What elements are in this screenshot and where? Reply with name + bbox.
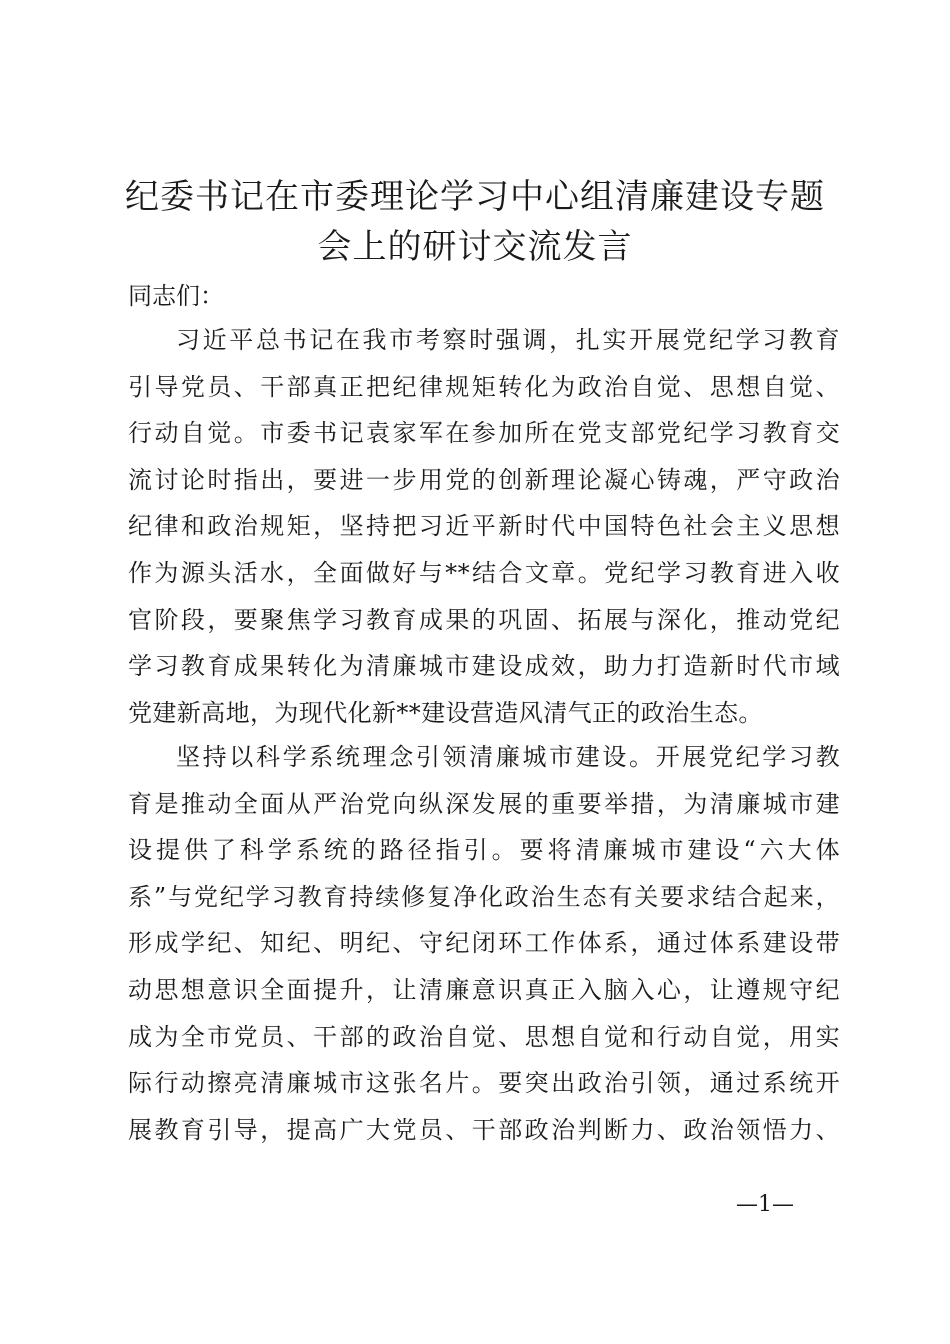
document-title <box>110 172 840 272</box>
paragraph-line: 纪律和政治规矩，坚持把习近平新时代中国特色社会主义思想 <box>128 512 840 541</box>
paragraph-line: 学习教育成果转化为清廉城市建设成效，助力打造新时代市域 <box>128 652 840 681</box>
body-paragraph <box>128 734 840 1153</box>
paragraph-line: 成为全市党员、干部的政治自觉、思想自觉和行动自觉，用实 <box>128 1022 840 1051</box>
paragraph-line: 形成学纪、知纪、明纪、守纪闭环工作体系，通过体系建设带 <box>128 929 840 958</box>
title-line: 纪委书记在市委理论学习中心组清廉建设专题 <box>125 177 825 217</box>
title-line: 会上的研讨交流发言 <box>317 227 633 267</box>
paragraph-line: 系”与党纪学习教育持续修复净化政治生态有关要求结合起来， <box>128 882 840 911</box>
body-paragraph <box>128 317 840 736</box>
paragraph-line: 作为源头活水，全面做好与**结合文章。党纪学习教育进入收 <box>128 558 840 587</box>
paragraph-line: 设提供了科学系统的路径指引。要将清廉城市建设“六大体 <box>128 836 840 865</box>
paragraph-line: 行动自觉。市委书记袁家军在参加所在党支部党纪学习教育交 <box>128 419 840 448</box>
paragraph-line: 党建新高地，为现代化新**建设营造风清气正的政治生态。 <box>128 698 763 727</box>
paragraph-line: 流讨论时指出，要进一步用党的创新理论凝心铸魂，严守政治 <box>128 465 840 494</box>
paragraph-line: 展教育引导，提高广大党员、干部政治判断力、政治领悟力、 <box>128 1115 840 1144</box>
paragraph-line: 动思想意识全面提升，让清廉意识真正入脑入心，让遵规守纪 <box>128 975 840 1004</box>
paragraph-line: 坚持以科学系统理念引领清廉城市建设。开展党纪学习教 <box>176 743 840 771</box>
paragraph-line: 官阶段，要聚焦学习教育成果的巩固、拓展与深化，推动党纪 <box>128 605 840 634</box>
paragraph-line: 习近平总书记在我市考察时强调，扎实开展党纪学习教育 <box>176 326 840 354</box>
page-number: —1— <box>736 1192 794 1217</box>
paragraph-line: 育是推动全面从严治党向纵深发展的重要举措，为清廉城市建 <box>128 789 840 818</box>
salutation: 同志们： <box>128 282 224 310</box>
paragraph-line: 引导党员、干部真正把纪律规矩转化为政治自觉、思想自觉、 <box>128 372 840 401</box>
paragraph-line: 际行动擦亮清廉城市这张名片。要突出政治引领，通过系统开 <box>128 1069 840 1098</box>
